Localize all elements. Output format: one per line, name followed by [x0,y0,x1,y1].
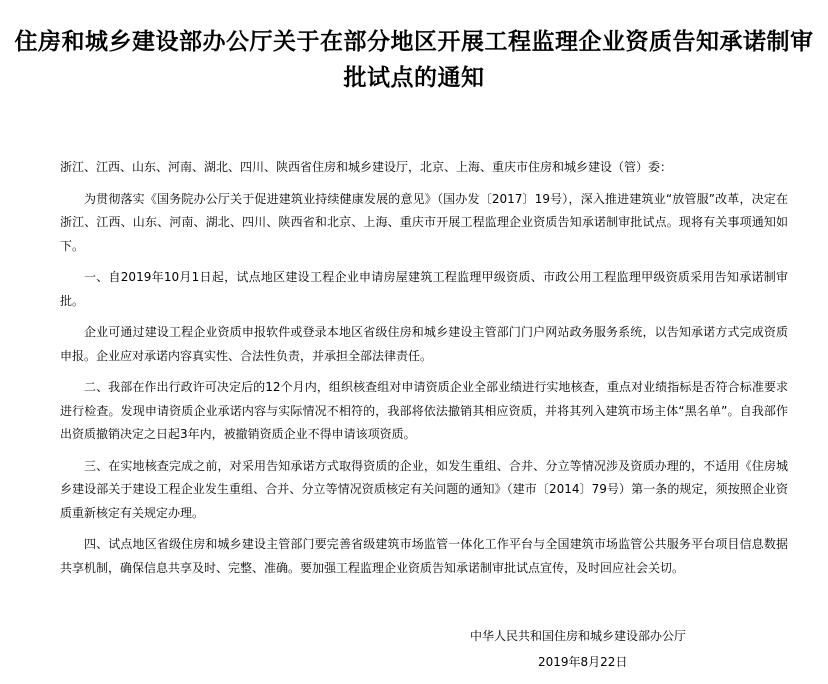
paragraph-item-1-detail: 企业可通过建设工程企业资质申报软件或登录本地区省级住房和城乡建设主管部门门户网站政务服务系统，以告知承诺方式完成资质申报。企业应对承诺内容真实性、合法性负责，并承担全部法律责任。 [60,325,788,363]
paragraph-item-1: 一、自2019年10月1日起，试点地区建设工程企业申请房屋建筑工程监理甲级资质、市政公用工程监理甲级资质采用告知承诺制审批。 [60,270,788,308]
document-body [60,156,788,580]
salutation: 浙江、江西、山东、河南、湖北、四川、陕西省住房和城乡建设厅，北京、上海、重庆市住房和城乡建设（管）委： [60,160,673,174]
signature-date: 2019年8月22日 [538,655,628,669]
paragraph-item-4: 四、试点地区省级住房和城乡建设主管部门要完善省级建筑市场监管一体化工作平台与全国建筑市场监管公共服务平台项目信息数据共享机制，确保信息共享及时、完整、准确。要加强工程监理企业资质告知承诺制审批试点宣传，及时回应社会关切。 [60,537,788,575]
paragraph-intro: 为贯彻落实《国务院办公厅关于促进建筑业持续健康发展的意见》（国办发〔2017〕19号），深入推进建筑业“放管服”改革，决定在浙江、江西、山东、河南、湖北、四川、陕西省和北京、上海、重庆市开展工程监理企业资质告知承诺制审批试点。现将有关事项通知如下。 [60,191,788,253]
paragraph-item-2: 二、我部在作出行政许可决定后的12个月内，组织核查组对申请资质企业全部业绩进行实地核查，重点对业绩指标是否符合标准要求进行检查。发现申请资质企业承诺内容与实际情况不相符的，我部将依法撤销其相应资质，并将其列入建筑市场主体“黑名单”。自我部作出资质撤销决定之日起3年内，被撤销资质企业不得申请该项资质。 [60,380,788,441]
document-title: 住房和城乡建设部办公厅关于在部分地区开展工程监理企业资质告知承诺制审批试点的通知 [14,29,814,91]
signature-organization: 中华人民共和国住房和城乡建设部办公厅 [470,629,687,643]
paragraph-item-3: 三、在实地核查完成之前，对采用告知承诺方式取得资质的企业，如发生重组、合并、分立等情况涉及资质办理的，不适用《住房城乡建设部关于建设工程企业发生重组、合并、分立等情况资质核定有关问题的通知》（建市〔2014〕79号）第一条的规定，须按照企业资质重新核定有关规定办理。 [60,458,788,520]
